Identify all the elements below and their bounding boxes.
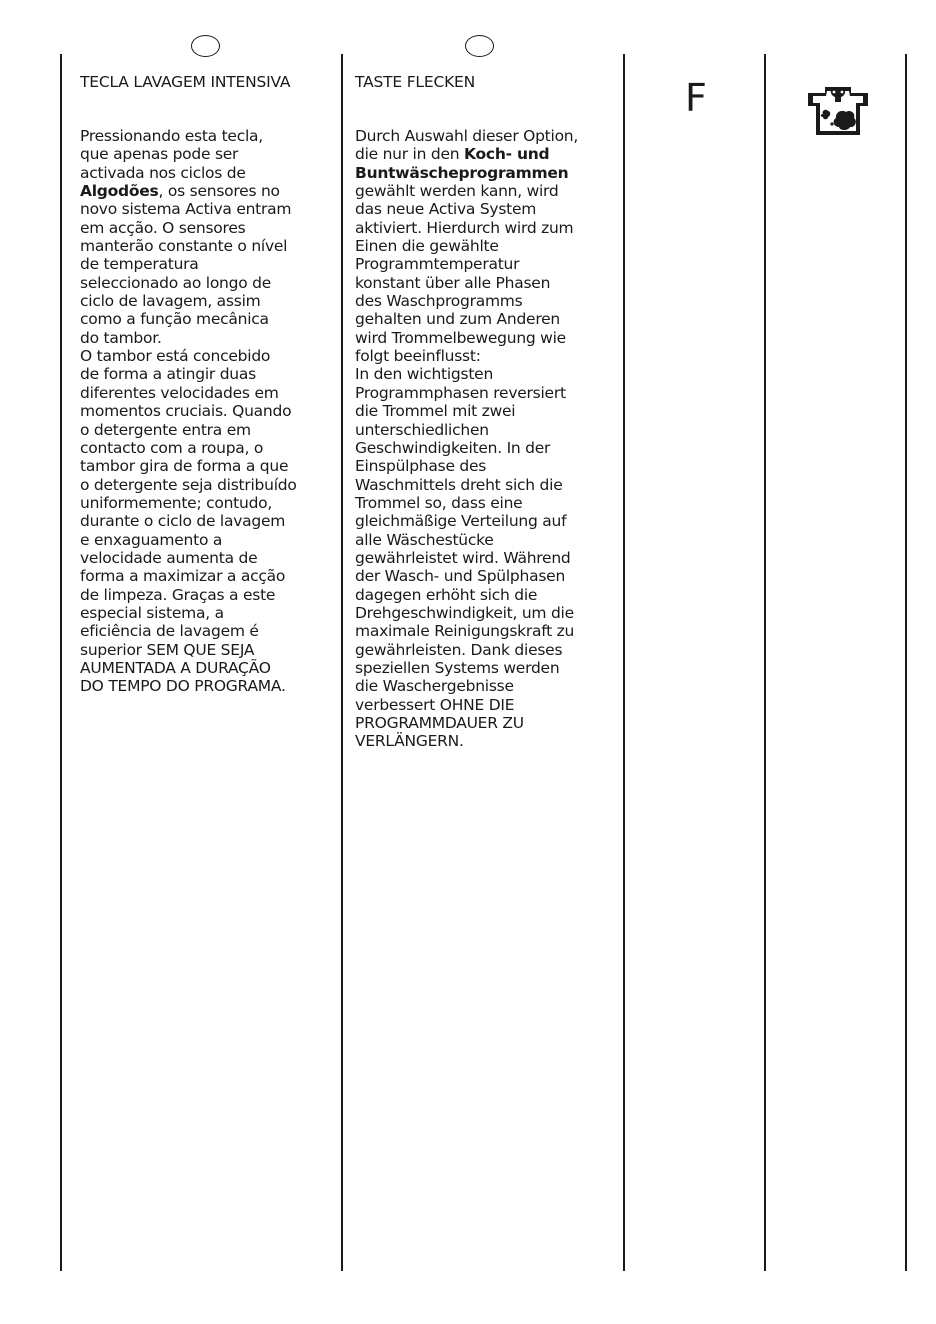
text-line: do tambor. [80,328,162,347]
text-line: gewählt werden kann, wird [355,182,559,201]
text-line: ciclo de lavagem, assim [80,292,261,311]
text-line: que apenas pode ser [80,145,239,164]
text-line: Einspülphase des [355,457,487,476]
text-line: activada nos ciclos de [80,163,246,182]
text-line: e enxaguamento a [80,530,223,549]
text-line: novo sistema Activa entram [80,200,292,219]
text-line: Geschwindigkeiten. In der [355,438,551,457]
text-line: momentos cruciais. Quando [80,402,292,421]
column-rule-2 [341,54,343,1271]
text-line: Pressionando esta tecla, [80,127,263,145]
text-line: die Waschergebnisse [355,677,514,696]
portuguese-column [80,72,335,696]
stain-shirt-icon [805,84,871,138]
text-line: das neue Activa System [355,200,537,219]
bold-text: Koch- und [464,145,550,164]
text-line: tambor gira de forma a que [80,457,289,476]
text-line: durante o ciclo de lavagem [80,512,286,531]
portuguese-body [80,127,335,696]
column-rule-5 [905,54,907,1271]
bold-text: Algodões [80,182,159,201]
text-line: forma a maximizar a acção [80,567,286,586]
text-line: maximale Reinigungskraft zu [355,622,575,641]
german-heading: TASTE FLECKEN [355,73,476,91]
text-line: Programmtemperatur [355,255,520,274]
text-line: O tambor está concebido [80,347,271,366]
text-line: PROGRAMMDAUER ZU [355,714,524,732]
text-line: especial sistema, a [80,603,224,622]
text-line: folgt beeinflusst: [355,347,481,366]
text-line: de forma a atingir duas [80,365,256,384]
bold-text: Buntwäscheprogrammen [355,163,569,182]
text-line: seleccionado ao longo de [80,273,272,292]
portuguese-heading: TECLA LAVAGEM INTENSIVA [80,73,291,91]
text-line: konstant über alle Phasen [355,273,551,292]
text-line: de temperatura [80,255,199,274]
text-line: manterão constante o nível [80,237,288,256]
text-line: verbessert OHNE DIE [355,695,515,714]
text-line: o detergente entra em [80,420,251,439]
german-body [355,127,617,751]
column-rule-3 [623,54,625,1271]
text-line: Waschmittels dreht sich die [355,475,563,494]
text-line: uniformemente; contudo, [80,493,273,512]
german-column [355,72,617,751]
text-line: die Trommel mit zwei [355,402,516,421]
text-line: eficiência de lavagem é [80,622,259,641]
text-line: aktiviert. Hierdurch wird zum [355,218,574,237]
text-line: o detergente seja distribuído [80,475,297,494]
text-line: alle Wäschestücke [355,530,494,549]
text-line: de limpeza. Graças a este [80,585,276,604]
text-line: Programmphasen reversiert [355,383,566,402]
text-line: superior SEM QUE SEJA [80,640,255,659]
text-line: Trommel so, dass eine [355,493,523,512]
text-line: Durch Auswahl dieser Option, [355,127,579,145]
text-line: wird Trommelbewegung wie [355,328,566,347]
text-line: unterschiedlichen [355,420,489,439]
text-line: diferentes velocidades em [80,383,279,402]
text-line: velocidade aumenta de [80,548,258,567]
text-segment: die nur in den [355,145,464,164]
text-line: VERLÄNGERN. [355,732,464,751]
text-line: Drehgeschwindigkeit, um die [355,603,574,622]
language-marker-portuguese [191,35,220,57]
text-segment: , os sensores no [158,182,280,201]
text-line: In den wichtigsten [355,365,494,384]
text-line [355,145,617,163]
text-line [355,164,617,182]
text-line: contacto com a roupa, o [80,438,264,457]
text-line: der Wasch- und Spülphasen [355,567,566,586]
language-marker-german [465,35,494,57]
text-line [80,182,335,200]
button-letter: F [685,76,707,120]
text-line: speziellen Systems werden [355,658,560,677]
text-line: des Waschprogramms [355,292,523,311]
text-line: como a função mecânica [80,310,269,329]
text-line: Einen die gewählte [355,237,499,256]
text-line: gleichmäßige Verteilung auf [355,512,567,531]
text-line: em acção. O sensores [80,218,246,237]
text-line: DO TEMPO DO PROGRAMA. [80,677,286,696]
column-rule-1 [60,54,62,1271]
text-line: gehalten und zum Anderen [355,310,560,329]
text-line: AUMENTADA A DURAÇÃO [80,658,271,677]
column-rule-4 [764,54,766,1271]
text-line: gewährleistet wird. Während [355,548,571,567]
text-line: dagegen erhöht sich die [355,585,538,604]
text-line: gewährleisten. Dank dieses [355,640,563,659]
